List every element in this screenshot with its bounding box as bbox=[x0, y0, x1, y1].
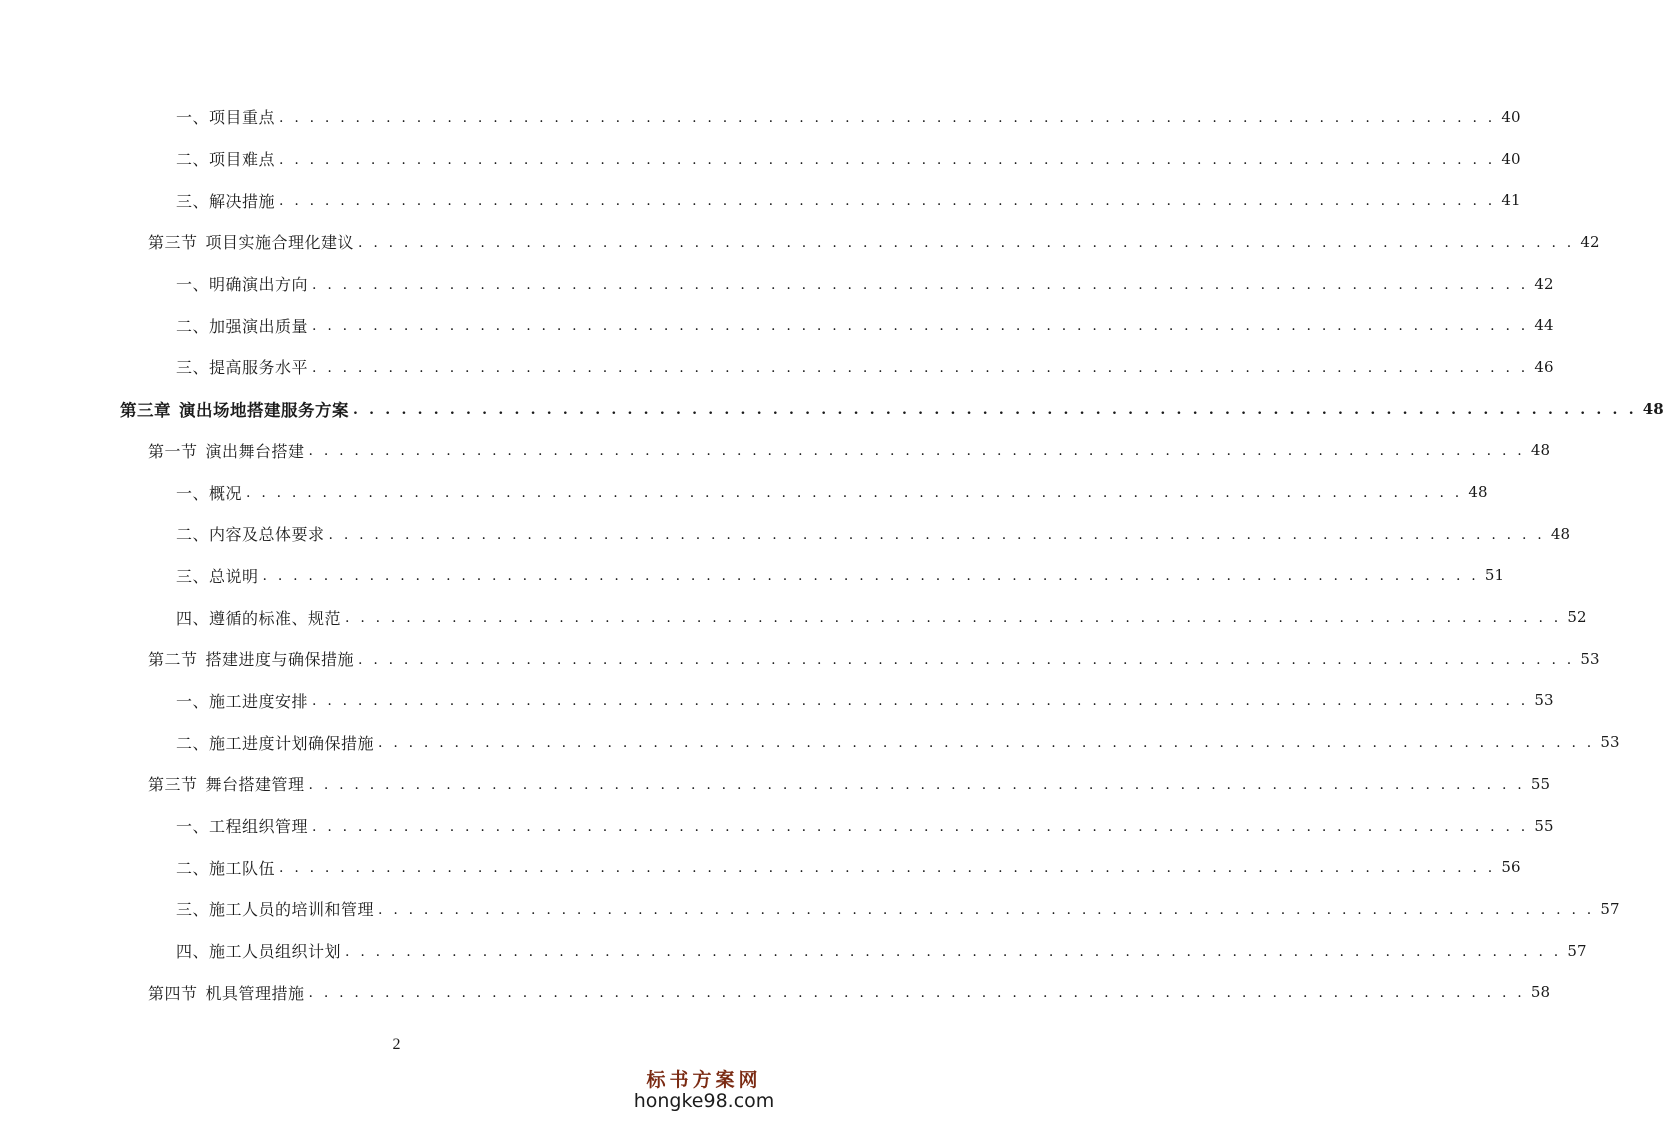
toc-page-number: 53 bbox=[1534, 691, 1554, 710]
toc-section-number: 第三节 bbox=[148, 775, 198, 795]
toc-dot-leader: . . . . . . . . . . . . . . . . . . . . . . . . . . . . . . . . . . . . . . . . . . . . . . . . . . . . . . . . . . . . . . . . . . . . . . . . . . . . . . . . bbox=[378, 735, 1595, 752]
toc-section-number: 第三章 bbox=[120, 400, 171, 420]
toc-entry-title: 一、项目重点 bbox=[176, 108, 276, 128]
toc-page-number: 58 bbox=[1530, 983, 1551, 1002]
toc-page-number: 42 bbox=[1580, 232, 1600, 251]
toc-dot-leader: . . . . . . . . . . . . . . . . . . . . . . . . . . . . . . . . . . . . . . . . . . . . . . . . . . . . . . . . . . . . . . . . . . . . . . . . . . . . . . . . bbox=[312, 276, 1529, 293]
toc-entry-label bbox=[176, 939, 341, 962]
toc-dot-leader: . . . . . . . . . . . . . . . . . . . . . . . . . . . . . . . . . . . . . . . . . . . . . . . . . . . . . . . . . . . . . . . . . . . . . . . . . . . . . . . . bbox=[328, 526, 1545, 543]
toc-entry-title: 演出场地搭建服务方案 bbox=[179, 400, 349, 420]
toc-entry-label bbox=[176, 731, 374, 754]
toc-entry-label bbox=[176, 189, 275, 212]
toc-entry[interactable] bbox=[0, 763, 1551, 805]
toc-entry-label bbox=[148, 647, 354, 670]
toc-entry[interactable] bbox=[0, 471, 1488, 513]
watermark-domain-text: hongke98.com bbox=[633, 1090, 775, 1113]
toc-entry[interactable] bbox=[0, 555, 1504, 597]
toc-entry-title: 二、项目难点 bbox=[176, 150, 276, 170]
toc-entry-label bbox=[120, 397, 349, 421]
toc-entry-label bbox=[176, 897, 374, 920]
toc-page-number: 57 bbox=[1567, 941, 1587, 960]
toc-entry-title: 一、明确演出方向 bbox=[176, 275, 309, 295]
toc-entry-title: 二、施工进度计划确保措施 bbox=[176, 733, 375, 753]
toc-entry-title: 三、施工人员的培训和管理 bbox=[176, 900, 375, 920]
toc-entry[interactable] bbox=[0, 138, 1521, 180]
toc-entry-title: 三、解决措施 bbox=[176, 191, 276, 211]
toc-entry-title: 三、总说明 bbox=[176, 566, 259, 586]
toc-dot-leader: . . . . . . . . . . . . . . . . . . . . . . . . . . . . . . . . . . . . . . . . . . . . . . . . . . . . . . . . . . . . . . . . . . . . . . . . . . . . . . . . bbox=[358, 651, 1575, 668]
toc-entry[interactable] bbox=[0, 888, 1620, 930]
toc-entry[interactable] bbox=[0, 846, 1521, 888]
toc-entry-title: 舞台搭建管理 bbox=[205, 775, 305, 795]
toc-entry[interactable] bbox=[0, 596, 1587, 638]
toc-entry-label bbox=[176, 105, 275, 128]
toc-entry-label bbox=[148, 772, 305, 795]
toc-page-number: 42 bbox=[1534, 274, 1554, 293]
toc-entry[interactable] bbox=[0, 930, 1587, 972]
toc-page-number: 41 bbox=[1501, 191, 1521, 210]
site-watermark bbox=[629, 1070, 779, 1112]
page-number: 2 bbox=[392, 1036, 401, 1053]
toc-page-number: 48 bbox=[1530, 441, 1551, 460]
toc-page-number: 51 bbox=[1484, 566, 1504, 585]
toc-entry-label bbox=[176, 522, 325, 545]
toc-entry-label bbox=[148, 230, 354, 253]
toc-entry-label bbox=[176, 272, 308, 295]
toc-entry[interactable] bbox=[0, 346, 1554, 388]
toc-entry-label bbox=[176, 481, 242, 504]
toc-entry-title: 一、施工进度安排 bbox=[176, 691, 309, 711]
toc-page-number: 48 bbox=[1642, 399, 1664, 418]
toc-page-number: 46 bbox=[1534, 357, 1554, 376]
toc-entry-label bbox=[148, 981, 305, 1004]
toc-dot-leader: . . . . . . . . . . . . . . . . . . . . . . . . . . . . . . . . . . . . . . . . . . . . . . . . . . . . . . . . . . . . . . . . . . . . . . . . . . . . . . . . bbox=[345, 610, 1562, 627]
toc-page-number: 48 bbox=[1468, 483, 1488, 502]
toc-dot-leader: . . . . . . . . . . . . . . . . . . . . . . . . . . . . . . . . . . . . . . . . . . . . . . . . . . . . . . . . . . . . . . . . . . . . . . . . . . . . . . . . bbox=[312, 318, 1529, 335]
toc-entry-label bbox=[176, 814, 308, 837]
table-of-contents bbox=[0, 96, 1664, 1013]
toc-entry[interactable] bbox=[0, 805, 1554, 847]
toc-dot-leader: . . . . . . . . . . . . . . . . . . . . . . . . . . . . . . . . . . . . . . . . . . . . . . . . . . . . . . . . . . . . . . . . . . . . . . . . . . . . . . . . bbox=[312, 818, 1529, 835]
toc-entry-label bbox=[176, 564, 259, 587]
toc-dot-leader: . . . . . . . . . . . . . . . . . . . . . . . . . . . . . . . . . . . . . . . . . . . . . . . . . . . . . . . . . . . . . . . . . . . . . . . . . . . . . . . . bbox=[308, 985, 1525, 1002]
toc-dot-leader: . . . . . . . . . . . . . . . . . . . . . . . . . . . . . . . . . . . . . . . . . . . . . . . . . . . . . . . . . . . . . . . . . . . . . . . . . . . . . . . . bbox=[279, 860, 1496, 877]
toc-entry-label bbox=[148, 439, 305, 462]
toc-entry-label bbox=[176, 856, 275, 879]
toc-page-number: 40 bbox=[1501, 149, 1521, 168]
toc-dot-leader: . . . . . . . . . . . . . . . . . . . . . . . . . . . . . . . . . . . . . . . . . . . . . . . . . . . . . . . . . . . . . . . . . . . . . . . . . . . . . . . . bbox=[262, 568, 1479, 585]
toc-entry-title: 四、施工人员组织计划 bbox=[176, 942, 342, 962]
toc-page-number: 55 bbox=[1530, 774, 1551, 793]
toc-entry-label bbox=[176, 689, 308, 712]
toc-entry-title: 一、概况 bbox=[176, 483, 243, 503]
toc-dot-leader: . . . . . . . . . . . . . . . . . . . . . . . . . . . . . . . . . . . . . . . . . . . . . . . . . . . . . . . . . . . . . . . . . . . . . . . . . . . . . . . . bbox=[246, 485, 1463, 502]
toc-entry[interactable] bbox=[0, 721, 1620, 763]
toc-entry[interactable] bbox=[0, 263, 1554, 305]
toc-dot-leader: . . . . . . . . . . . . . . . . . . . . . . . . . . . . . . . . . . . . . . . . . . . . . . . . . . . . . . . . . . . . . . . . . . . . . . . . . . . . . . . . bbox=[308, 443, 1525, 460]
toc-entry-label bbox=[176, 147, 275, 170]
watermark-chinese-text: 标书方案网 bbox=[646, 1069, 762, 1092]
toc-page-number: 57 bbox=[1600, 899, 1620, 918]
toc-entry[interactable] bbox=[0, 221, 1600, 263]
toc-entry-title: 二、施工队伍 bbox=[176, 858, 276, 878]
toc-dot-leader: . . . . . . . . . . . . . . . . . . . . . . . . . . . . . . . . . . . . . . . . . . . . . . . . . . . . . . . . . . . . . . . . . . . . . . . . . . . . . . . . bbox=[378, 901, 1595, 918]
toc-dot-leader: . . . . . . . . . . . . . . . . . . . . . . . . . . . . . . . . . . . . . . . . . . . . . . . . . . . . . . . . . . . . . . . . . . . . . . . . . . . . . . . . bbox=[308, 776, 1525, 793]
toc-section-number: 第二节 bbox=[148, 650, 198, 670]
toc-dot-leader: . . . . . . . . . . . . . . . . . . . . . . . . . . . . . . . . . . . . . . . . . . . . . . . . . . . . . . . . . . . . . . . . . . . . . . . . . . . . . . . . bbox=[279, 151, 1496, 168]
toc-dot-leader: . . . . . . . . . . . . . . . . . . . . . . . . . . . . . . . . . . . . . . . . . . . . . . . . . . . . . . . . . . . . . . . . . . . . . . . . . . . . . . . . bbox=[312, 359, 1529, 376]
toc-entry-label bbox=[176, 606, 341, 629]
toc-dot-leader: . . . . . . . . . . . . . . . . . . . . . . . . . . . . . . . . . . . . . . . . . . . . . . . . . . . . . . . . . . . . . . . . . . . . . . . . . . . . . . . . bbox=[279, 193, 1496, 210]
toc-page-number: 53 bbox=[1600, 733, 1620, 752]
toc-page-number: 52 bbox=[1567, 608, 1587, 627]
toc-dot-leader: . . . . . . . . . . . . . . . . . . . . . . . . . . . . . . . . . . . . . . . . . . . . . . . . . . . . . . . . . . . . . . . . . . . . . . . . . . . . . . . . bbox=[345, 943, 1562, 960]
toc-entry-title: 项目实施合理化建议 bbox=[205, 233, 355, 253]
toc-page-number: 44 bbox=[1534, 316, 1554, 335]
toc-entry[interactable] bbox=[0, 96, 1521, 138]
toc-entry[interactable] bbox=[0, 304, 1554, 346]
toc-entry-title: 三、提高服务水平 bbox=[176, 358, 309, 378]
toc-page-number: 56 bbox=[1501, 858, 1521, 877]
toc-entry-title: 四、遵循的标准、规范 bbox=[176, 608, 342, 628]
toc-entry-label bbox=[176, 355, 308, 378]
toc-entry-title: 机具管理措施 bbox=[205, 983, 305, 1003]
toc-page-number: 48 bbox=[1550, 524, 1570, 543]
toc-entry[interactable] bbox=[0, 971, 1551, 1013]
toc-entry[interactable] bbox=[0, 638, 1600, 680]
toc-page-number: 53 bbox=[1580, 649, 1600, 668]
toc-dot-leader: . . . . . . . . . . . . . . . . . . . . . . . . . . . . . . . . . . . . . . . . . . . . . . . . . . . . . . . . . . . . . . . . . . . . . . . . . . . . . . . . bbox=[358, 234, 1575, 251]
toc-entry-title: 一、工程组织管理 bbox=[176, 817, 309, 837]
toc-entry[interactable] bbox=[0, 179, 1521, 221]
toc-dot-leader: . . . . . . . . . . . . . . . . . . . . . . . . . . . . . . . . . . . . . . . . . . . . . . . . . . . . . . . . . . . . . . . . . . . . . . . . . . . . . . . . bbox=[353, 401, 1637, 418]
toc-dot-leader: . . . . . . . . . . . . . . . . . . . . . . . . . . . . . . . . . . . . . . . . . . . . . . . . . . . . . . . . . . . . . . . . . . . . . . . . . . . . . . . . bbox=[312, 693, 1529, 710]
toc-page-number: 55 bbox=[1534, 816, 1554, 835]
toc-entry-title: 二、内容及总体要求 bbox=[176, 525, 325, 545]
toc-entry[interactable] bbox=[0, 513, 1570, 555]
toc-entry-title: 搭建进度与确保措施 bbox=[205, 650, 355, 670]
toc-section-number: 第一节 bbox=[148, 441, 198, 461]
toc-entry[interactable] bbox=[0, 680, 1554, 722]
toc-page-number: 40 bbox=[1501, 107, 1521, 126]
toc-entry[interactable] bbox=[0, 430, 1551, 472]
toc-entry-title: 二、加强演出质量 bbox=[176, 316, 309, 336]
toc-section-number: 第四节 bbox=[148, 983, 198, 1003]
toc-dot-leader: . . . . . . . . . . . . . . . . . . . . . . . . . . . . . . . . . . . . . . . . . . . . . . . . . . . . . . . . . . . . . . . . . . . . . . . . . . . . . . . . bbox=[279, 109, 1496, 126]
toc-entry-title: 演出舞台搭建 bbox=[205, 441, 305, 461]
toc-entry[interactable] bbox=[0, 388, 1664, 430]
toc-entry-label bbox=[176, 314, 308, 337]
toc-section-number: 第三节 bbox=[148, 233, 198, 253]
